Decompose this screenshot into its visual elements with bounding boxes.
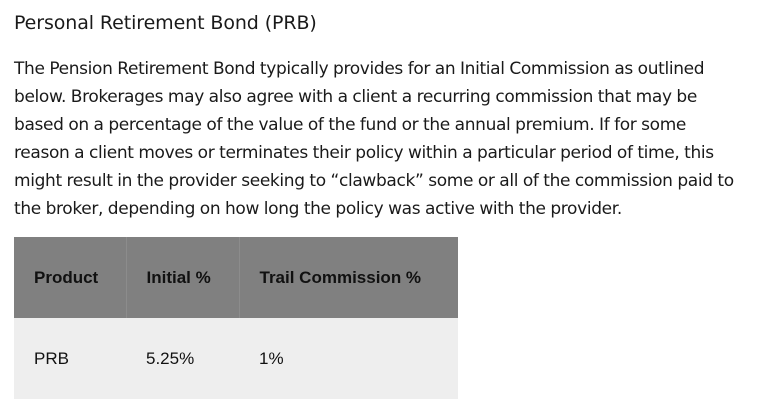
cell-value: 1% (259, 348, 284, 368)
cell-initial (126, 318, 239, 399)
column-header-initial (126, 237, 239, 318)
cell-trail (239, 318, 458, 399)
cell-product (14, 318, 126, 399)
column-header-trail (239, 237, 458, 318)
intro-line: might result in the provider seeking to “clawback” some or all of the commission paid to (14, 171, 734, 191)
table-row (14, 318, 458, 399)
intro-line: reason a client moves or terminates their policy within a particular period of time, this (14, 143, 714, 163)
intro-line: below. Brokerages may also agree with a client a recurring commission that may be (14, 87, 697, 107)
intro-line: the broker, depending on how long the policy was active with the provider. (14, 199, 622, 219)
cell-value: 5.25% (146, 348, 195, 368)
table-header-row (14, 237, 458, 318)
page-title: Personal Retirement Bond (PRB) (14, 12, 317, 34)
intro-line: based on a percentage of the value of the fund or the annual premium. If for some (14, 115, 687, 135)
cell-value: PRB (34, 348, 69, 368)
column-header-label: Initial % (146, 267, 211, 287)
column-header-product (14, 237, 126, 318)
column-header-label: Trail Commission % (259, 267, 422, 287)
commission-table (14, 237, 458, 399)
intro-line: The Pension Retirement Bond typically provides for an Initial Commission as outlined (14, 59, 705, 79)
commission-table-container (14, 237, 458, 399)
column-header-label: Product (34, 267, 99, 287)
intro-paragraph (14, 55, 784, 223)
